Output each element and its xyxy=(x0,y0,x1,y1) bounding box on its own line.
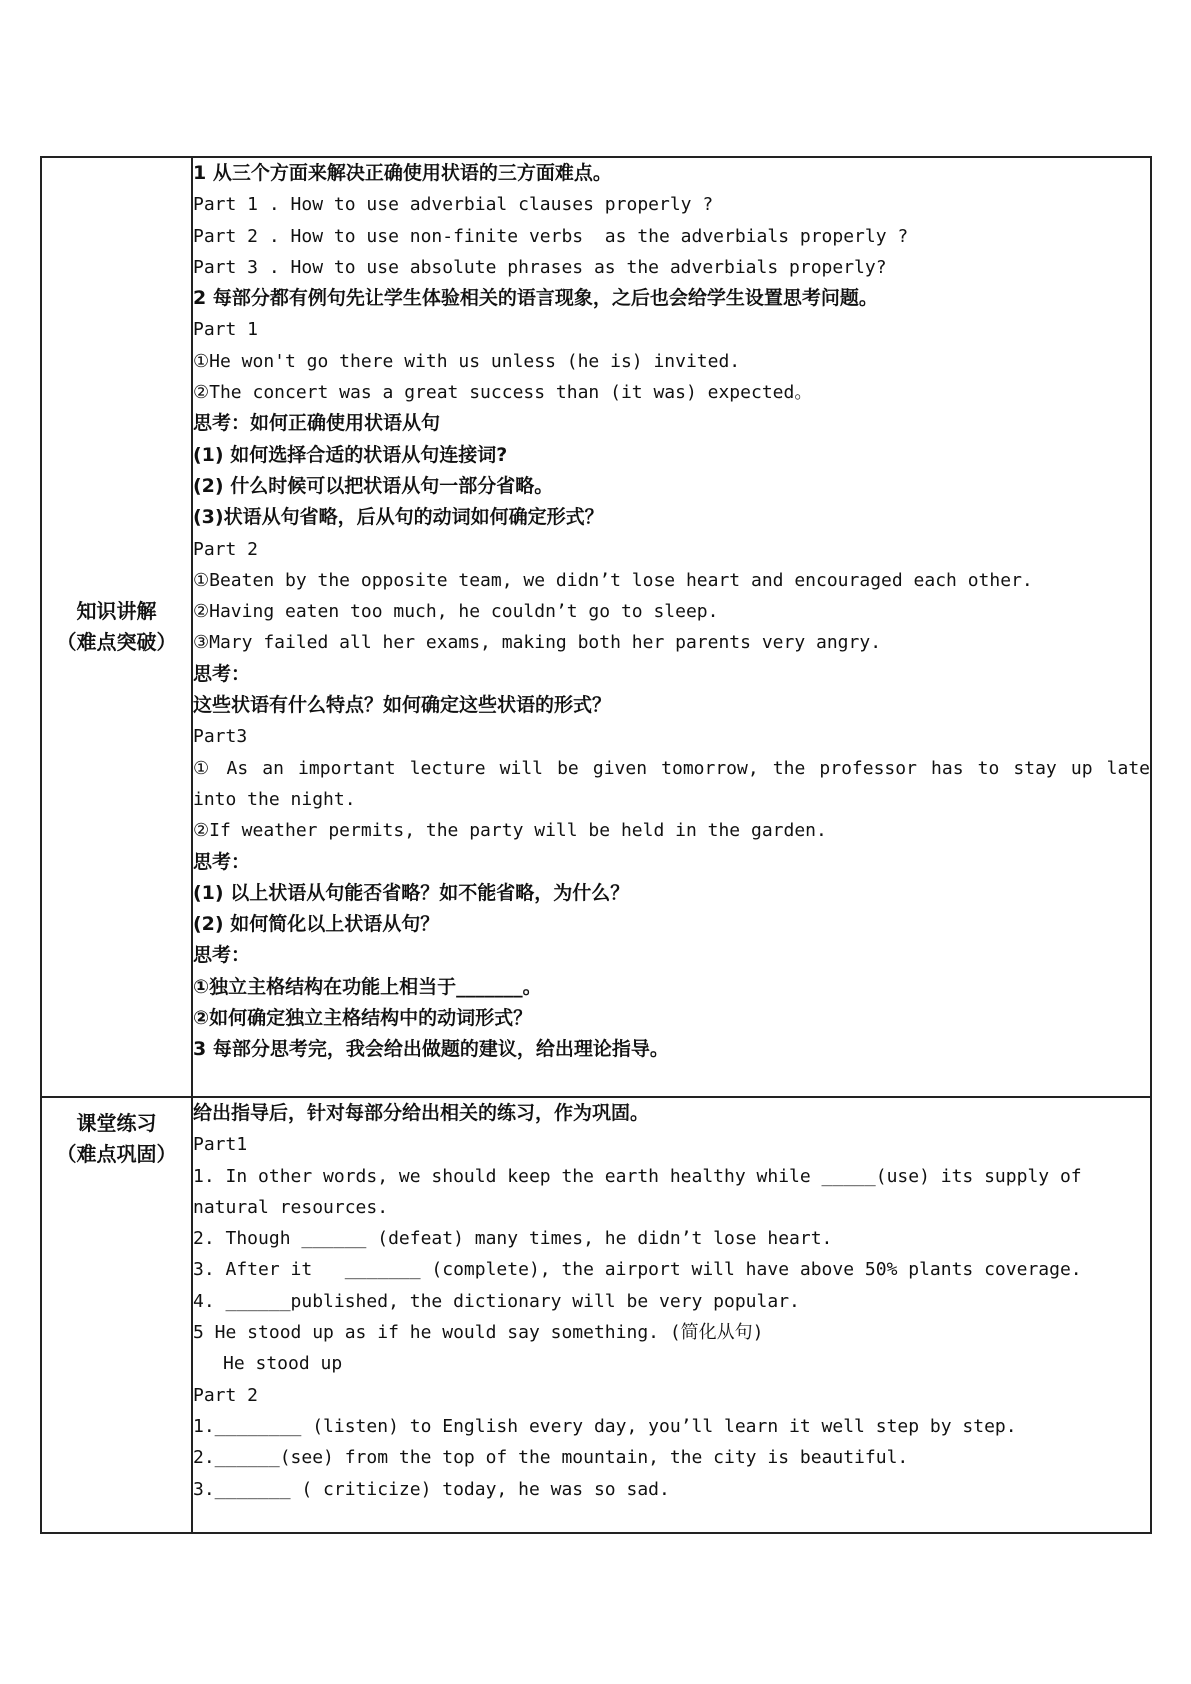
content-line: Part 1 . How to use adverbial clauses properly ? xyxy=(193,194,714,216)
section-label-cell xyxy=(41,1097,192,1533)
content-line: 3. After it _______ (complete), the airport will have above 50% plants coverage. xyxy=(193,1259,1082,1281)
section-content-cell xyxy=(192,1097,1151,1533)
content-line: (2) 如何简化以上状语从句？ xyxy=(193,913,440,936)
section-content xyxy=(193,158,1150,1066)
content-line: natural resources. xyxy=(193,1196,389,1218)
content-line: 给出指导后，针对每部分给出相关的练习，作为巩固。 xyxy=(193,1102,650,1124)
content-line: 1. In other words, we should keep the earth healthy while _____(use) its supply of xyxy=(193,1165,1082,1187)
content-line: 3 每部分思考完，我会给出做题的建议，给出理论指导。 xyxy=(193,1038,669,1061)
section-label-line: （难点巩固） xyxy=(56,1142,177,1166)
content-line: 2 每部分都有例句先让学生体验相关的语言现象，之后也会给学生设置思考问题。 xyxy=(193,287,878,310)
content-line: ①He won't go there with us unless (he is) invited. xyxy=(193,350,741,372)
content-line: ②If weather permits, the party will be held in the garden. xyxy=(193,820,827,842)
content-line: ①独立主格结构在功能上相当于_______。 xyxy=(193,975,542,998)
section-label-line: 课堂练习 xyxy=(76,1111,157,1135)
table-row xyxy=(41,1097,1151,1533)
section-label-line: 知识讲解 xyxy=(76,599,157,623)
content-line: 思考：如何正确使用状语从句 xyxy=(193,412,441,435)
content-line: 1.________ (listen) to English every day, you’ll learn it well step by step. xyxy=(193,1415,1017,1437)
lesson-plan-table xyxy=(40,156,1152,1534)
content-line: Part 3 . How to use absolute phrases as the adverbials properly? xyxy=(193,256,887,278)
content-line: Part 2 . How to use non-finite verbs as the adverbials properly ? xyxy=(193,225,909,247)
content-line: ②The concert was a great success than (it was) expected。 xyxy=(193,382,813,404)
content-line: Part3 xyxy=(193,726,248,748)
content-line: 5 He stood up as if he would say something. (简化从句) xyxy=(193,1322,764,1344)
content-line: ②Having eaten too much, he couldn’t go to sleep. xyxy=(193,601,719,623)
content-line: Part 1 xyxy=(193,319,259,341)
content-line: 3._______ ( criticize) today, he was so sad. xyxy=(193,1478,670,1500)
content-line: Part 2 xyxy=(193,1384,259,1406)
content-line: 1 从三个方面来解决正确使用状语的三方面难点。 xyxy=(193,162,612,184)
content-line: ①Beaten by the opposite team, we didn’t lose heart and encouraged each other. xyxy=(193,569,1033,591)
table-row xyxy=(41,157,1151,1097)
content-line: (2) 什么时候可以把状语从句一部分省略。 xyxy=(193,474,554,497)
content-line: (1) 以上状语从句能否省略？如不能省略，为什么？ xyxy=(193,881,630,904)
content-line: 思考： xyxy=(193,662,251,685)
content-line: 2.______(see) from the top of the mountain, the city is beautiful. xyxy=(193,1447,909,1469)
content-line: 这些状语有什么特点？如何确定这些状语的形式？ xyxy=(193,694,612,717)
content-line: Part1 xyxy=(193,1134,248,1156)
section-content-cell xyxy=(192,157,1151,1097)
content-line: 4. ______published, the dictionary will be very popular. xyxy=(193,1290,800,1312)
section-label-line: （难点突破） xyxy=(56,630,177,654)
content-line: 2. Though ______ (defeat) many times, he didn’t lose heart. xyxy=(193,1228,833,1250)
section-content xyxy=(193,1098,1150,1505)
content-line: (3)状语从句省略，后从句的动词如何确定形式？ xyxy=(193,506,604,529)
content-line: Part 2 xyxy=(193,538,259,560)
section-label-cell xyxy=(41,157,192,1097)
content-line: He stood up xyxy=(223,1353,343,1375)
content-line: 思考： xyxy=(193,850,251,873)
content-line: ③Mary failed all her exams, making both her parents very angry. xyxy=(193,632,882,654)
content-line: 思考： xyxy=(193,944,251,967)
content-line: ① As an important lecture will be given tomorrow, the professor has to stay up late into the night. xyxy=(193,757,1150,810)
content-line: ②如何确定独立主格结构中的动词形式？ xyxy=(193,1007,533,1030)
content-line: (1) 如何选择合适的状语从句连接词? xyxy=(193,443,508,466)
